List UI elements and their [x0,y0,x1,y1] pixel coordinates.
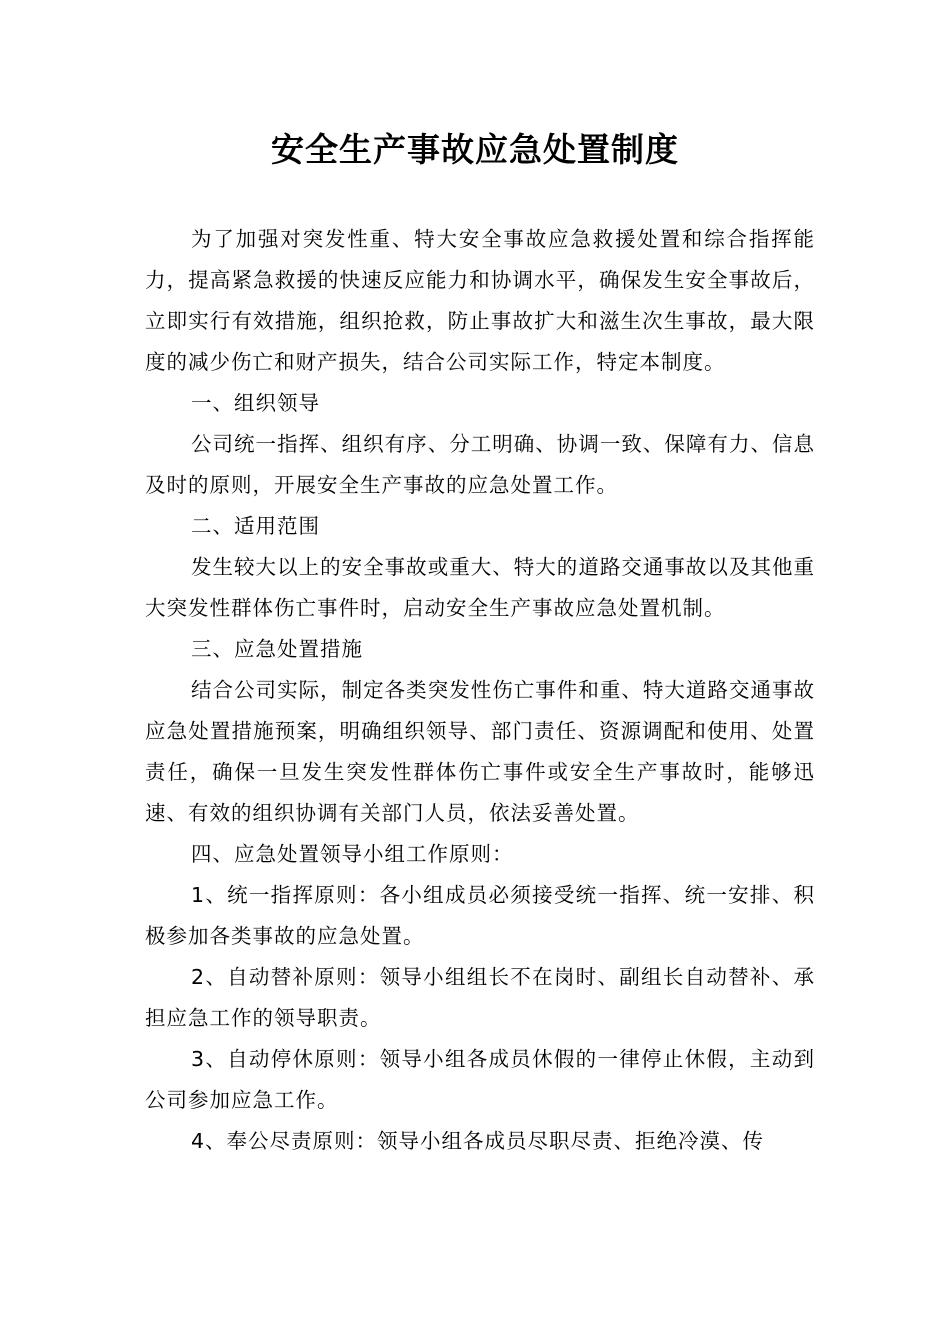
section-heading-measures: 三、应急处置措施 [191,637,363,661]
paragraph-scope: 发生较大以上的安全事故或重大、特大的道路交通事故以及其他重大突发性群体伤亡事件时，启动安全生产事故应急处置机制。 [145,555,815,620]
principle-item-2: 2、自动替补原则：领导小组组长不在岗时、副组长自动替补、承担应急工作的领导职责。 [145,965,815,1030]
paragraph-organization: 公司统一指挥、组织有序、分工明确、协调一致、保障有力、信息及时的原则，开展安全生产事故的应急处置工作。 [145,432,815,497]
section-heading-scope: 二、适用范围 [191,514,320,538]
document-body [145,219,815,1162]
principle-item-3: 3、自动停休原则：领导小组各成员休假的一律停止休假，主动到公司参加应急工作。 [145,1047,815,1112]
document-title: 安全生产事故应急处置制度 [271,130,679,169]
principle-item-4: 4、奉公尽责原则：领导小组各成员尽职尽责、拒绝冷漠、传 [191,1129,765,1153]
section-heading-organization: 一、组织领导 [191,391,320,415]
principle-item-1: 1、统一指挥原则：各小组成员必须接受统一指挥、统一安排、积极参加各类事故的应急处置。 [145,883,815,948]
intro-paragraph: 为了加强对突发性重、特大安全事故应急救援处置和综合指挥能力，提高紧急救援的快速反应能力和协调水平，确保发生安全事故后，立即实行有效措施，组织抢救，防止事故扩大和滋生次生事故，最大限度的减少伤亡和财产损失，结合公司实际工作，特定本制度。 [145,227,815,374]
paragraph-measures: 结合公司实际，制定各类突发性伤亡事件和重、特大道路交通事故应急处置措施预案，明确组织领导、部门责任、资源调配和使用、处置责任，确保一旦发生突发性群体伤亡事件或安全生产事故时，能够迅速、有效的组织协调有关部门人员，依法妥善处置。 [145,678,815,825]
section-heading-principles: 四、应急处置领导小组工作原则： [191,842,514,866]
